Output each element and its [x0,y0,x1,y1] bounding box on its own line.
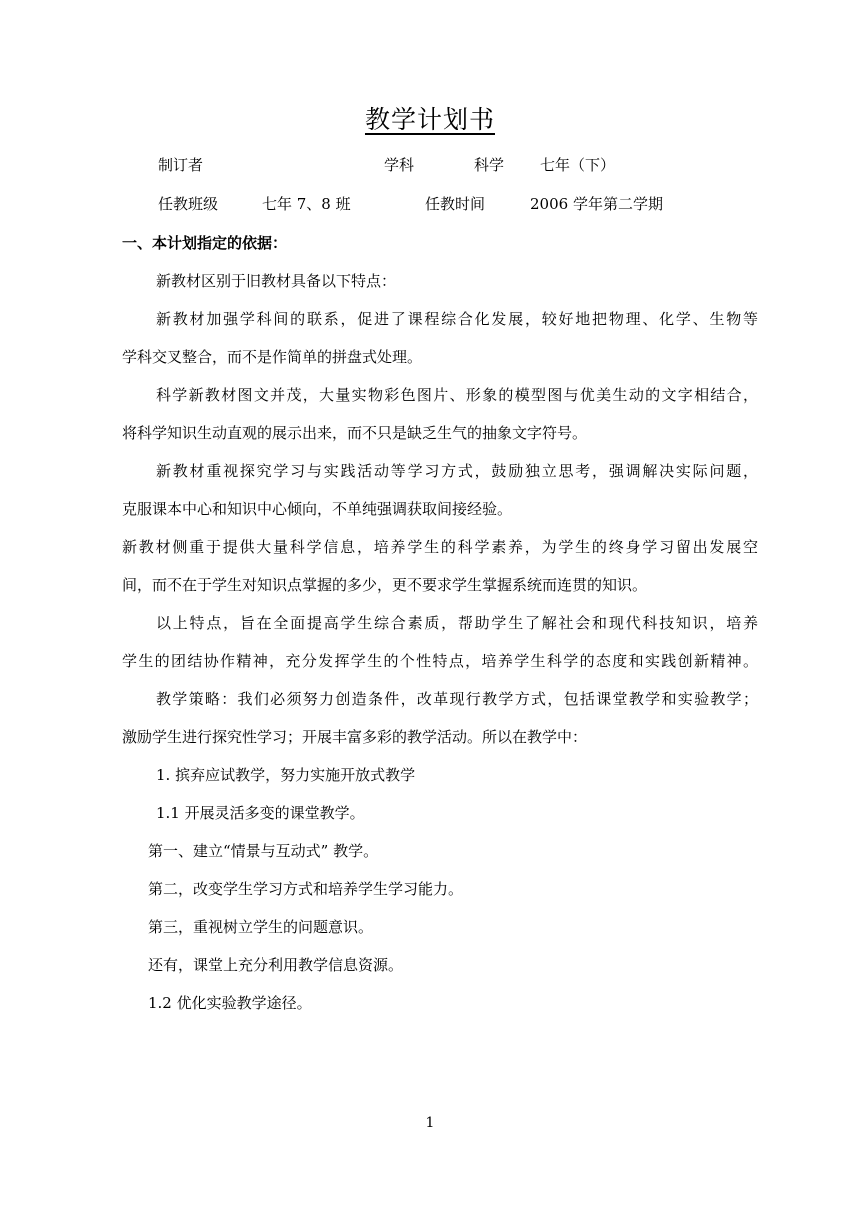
para2-line1: 科学新教材图文并茂，大量实物彩色图片、形象的模型图与优美生动的文字相结合， [156,386,758,404]
point-2: 第二，改变学生学习方式和培养学生学习能力。 [148,880,464,898]
para4-line2: 间，而不在于学生对知识点掌握的多少，更不要求学生掌握系统而连贯的知识。 [122,576,648,594]
intro-line: 新教材区别于旧教材具备以下特点： [156,272,397,290]
para3-line2: 克服课本中心和知识中心倾向，不单纯强调获取间接经验。 [122,500,513,518]
body-text [122,262,758,1022]
list-item-1: 1. 摈弃应试教学，努力实施开放式教学 [156,766,416,784]
list-item-1-2: 1.2 优化实验教学途径。 [148,994,312,1012]
document-title: 教学计划书 [364,105,495,134]
point-4: 还有，课堂上充分利用教学信息资源。 [148,956,404,974]
section-heading: 一、本计划指定的依据： [122,234,288,252]
list-item-1-1: 1.1 开展灵活多变的课堂教学。 [156,804,365,822]
para3-line1: 新教材重视探究学习与实践活动等学习方式，鼓励独立思考，强调解决实际问题， [156,462,758,480]
time-value: 2006 学年第二学期 [530,195,663,213]
subject-label: 学科 [384,156,415,174]
class-label: 任教班级 [158,195,219,213]
grade-value: 七年（下） [540,156,616,174]
para2-line2: 将科学知识生动直观的展示出来，而不只是缺乏生气的抽象文字符号。 [122,424,588,442]
point-3: 第三，重视树立学生的问题意识。 [148,918,374,936]
time-label: 任教时间 [425,195,486,213]
para4-line1: 新教材侧重于提供大量科学信息，培养学生的科学素养，为学生的终身学习留出发展空 [122,538,758,556]
subject-value: 科学 [474,156,505,174]
class-value: 七年 7、8 班 [262,195,351,213]
para1-line1: 新教材加强学科间的联系，促进了课程综合化发展，较好地把物理、化学、生物等 [156,310,758,328]
para1-line2: 学科交叉整合，而不是作简单的拼盘式处理。 [122,348,423,366]
point-1: 第一、建立“情景与互动式” 教学。 [148,842,379,860]
author-label: 制订者 [158,156,204,174]
para6-line1: 教学策略：我们必须努力创造条件，改革现行教学方式，包括课堂教学和实验教学； [156,690,758,708]
para5-line1: 以上特点，旨在全面提高学生综合素质，帮助学生了解社会和现代科技知识，培养 [156,614,758,632]
para6-line2: 激励学生进行探究性学习；开展丰富多彩的教学活动。所以在教学中： [122,728,588,746]
page-number: 1 [425,1115,435,1131]
para5-line2: 学生的团结协作精神，充分发挥学生的个性特点，培养学生科学的态度和实践创新精神。 [122,652,758,670]
